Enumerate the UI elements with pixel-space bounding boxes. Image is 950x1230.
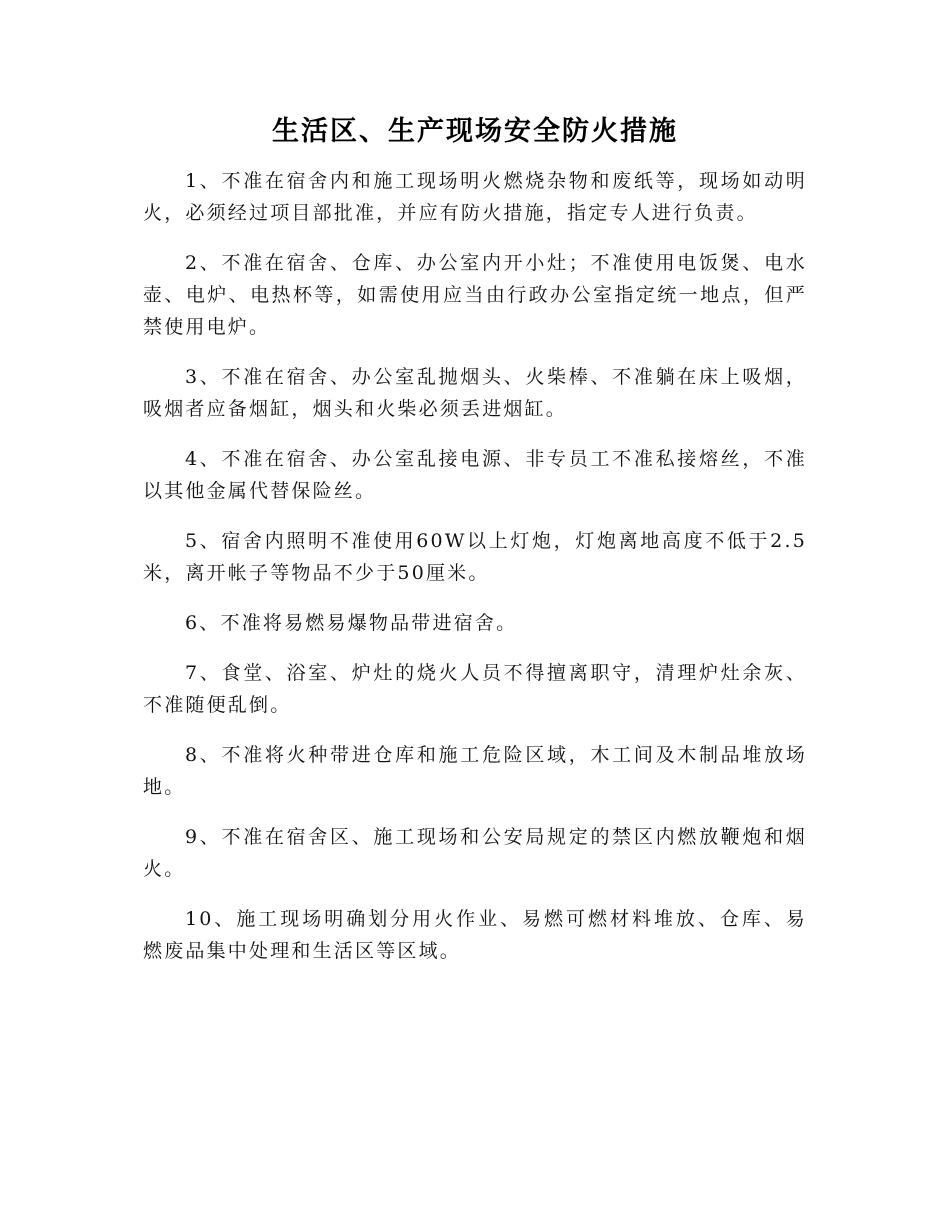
rule-item-7: 7、食堂、浴室、炉灶的烧火人员不得擅离职守，清理炉灶余灰、不准随便乱倒。 (143, 662, 807, 716)
document-title: 生活区、生产现场安全防火措施 (272, 116, 678, 147)
rule-item-8: 8、不准将火种带进仓库和施工危险区域，木工间及木制品堆放场地。 (143, 744, 807, 798)
rule-item-9: 9、不准在宿舍区、施工现场和公安局规定的禁区内燃放鞭炮和烟火。 (143, 826, 807, 880)
rules-list (143, 165, 807, 967)
rule-item-3: 3、不准在宿舍、办公室乱抛烟头、火柴棒、不准躺在床上吸烟，吸烟者应备烟缸，烟头和火柴必须丢进烟缸。 (143, 366, 807, 420)
rule-item-1: 1、不准在宿舍内和施工现场明火燃烧杂物和废纸等，现场如动明火，必须经过项目部批准，并应有防火措施，指定专人进行负责。 (143, 170, 807, 224)
rule-item-5: 5、宿舍内照明不准使用60W以上灯炮，灯炮离地高度不低于2.5米，离开帐子等物品不少于50厘米。 (143, 530, 807, 584)
rule-item-6: 6、不准将易燃易爆物品带进宿舍。 (185, 612, 518, 634)
rule-item-2: 2、不准在宿舍、仓库、办公室内开小灶；不准使用电饭煲、电水壶、电炉、电热杯等，如需使用应当由行政办公室指定统一地点，但严禁使用电炉。 (143, 252, 807, 338)
rule-item-4: 4、不准在宿舍、办公室乱接电源、非专员工不准私接熔丝，不准以其他金属代替保险丝。 (143, 448, 807, 502)
document-page (143, 112, 807, 985)
rule-item-10: 10、施工现场明确划分用火作业、易燃可燃材料堆放、仓库、易燃废品集中处理和生活区等区域。 (143, 908, 807, 962)
